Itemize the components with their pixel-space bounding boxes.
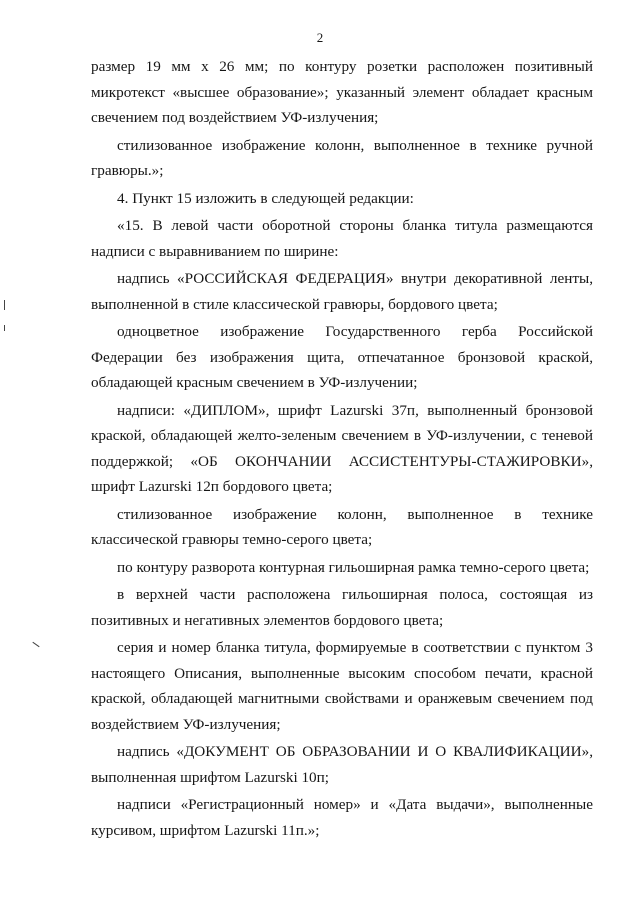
paragraph: надписи: «ДИПЛОМ», шрифт Lazurski 37п, выполненный бронзовой краской, обладающей желто-зеленым свечением в УФ-излучении, с теневой поддержкой; «ОБ ОКОНЧАНИИ АССИСТЕНТУРЫ-СТАЖИРОВКИ», шрифт Lazurski 12п бордового цвета;: [91, 401, 593, 495]
paragraph: надписи «Регистрационный номер» и «Дата выдачи», выполненные курсивом, шрифтом Lazurski 11п.»;: [91, 796, 593, 839]
scan-mark: [32, 642, 39, 647]
scan-mark: [4, 300, 5, 310]
scan-mark: [4, 325, 5, 331]
paragraph: стилизованное изображение колонн, выполненное в технике классической гравюры темно-серого цвета;: [91, 505, 593, 548]
paragraph: надпись «РОССИЙСКАЯ ФЕДЕРАЦИЯ» внутри декоративной ленты, выполненной в стиле классической гравюры, бордового цвета;: [91, 270, 593, 313]
paragraph: «15. В левой части оборотной стороны бланка титула размещаются надписи с выравниванием по ширине:: [91, 217, 593, 260]
page-number: 2: [316, 30, 324, 45]
paragraph: одноцветное изображение Государственного герба Российской Федерации без изображения щита, отпечатанное бронзовой краской, обладающей красным свечением в УФ-излучении;: [91, 323, 593, 391]
paragraph: 4. Пункт 15 изложить в следующей редакции:: [117, 189, 414, 207]
paragraph: в верхней части расположена гильоширная полоса, состоящая из позитивных и негативных элементов бордового цвета;: [91, 586, 593, 629]
paragraph: по контуру разворота контурная гильоширная рамка темно-серого цвета;: [117, 558, 590, 576]
paragraph: серия и номер бланка титула, формируемые в соответствии с пунктом 3 настоящего Описания, выполненные высоким способом печати, красной краской, обладающей магнитными свойствами и оранжевым свечением под воздействием УФ-излучения;: [91, 639, 593, 733]
paragraph: стилизованное изображение колонн, выполненное в технике ручной гравюры.»;: [91, 136, 593, 179]
paragraph: надпись «ДОКУМЕНТ ОБ ОБРАЗОВАНИИ И О КВАЛИФИКАЦИИ», выполненная шрифтом Lazurski 10п;: [91, 743, 593, 786]
document-body: [91, 54, 593, 845]
paragraph: размер 19 мм х 26 мм; по контуру розетки расположен позитивный микротекст «высшее образование»; указанный элемент обладает красным свечением под воздействием УФ-излучения;: [91, 58, 593, 126]
